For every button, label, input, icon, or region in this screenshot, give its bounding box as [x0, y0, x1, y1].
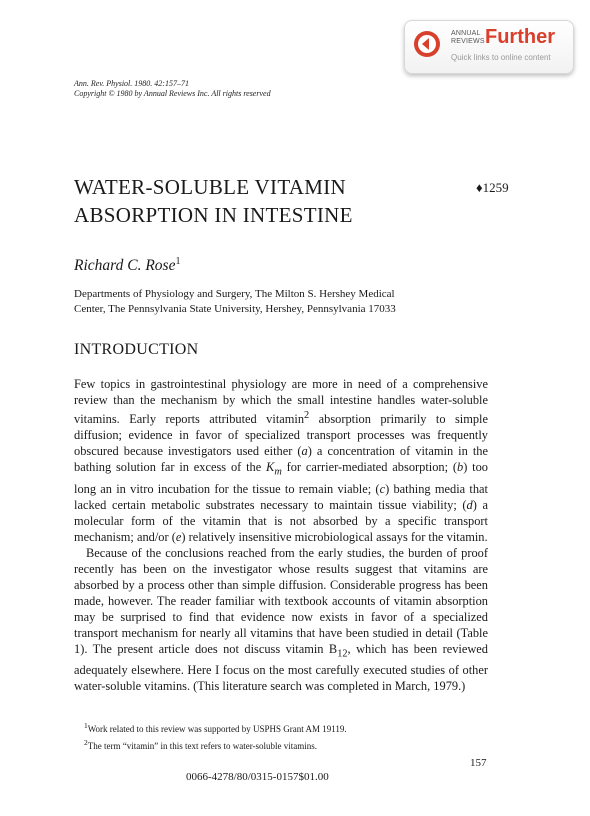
page-number: 157 — [470, 757, 487, 769]
article-title — [74, 173, 353, 229]
affiliation — [74, 287, 396, 317]
text-span: Because of the conclusions reached from the early studies, the burden of proof recently has been on the investigator whose results suggest that vitamins are absorbed by a process other than simple diffusion. Considerable progress has been made, however. The reader familiar with textbook accounts of vitamin absorption may be surprised to find that evidence now exists in favor of a specialized transport mechanism for nearly all vitamins that have been studied in detail (Table 1). The present article does not discuss vitamin B — [74, 545, 488, 656]
list-marker: d — [466, 497, 473, 512]
list-marker: a — [301, 444, 308, 459]
footnotes — [74, 719, 494, 753]
text-span: , which has been reviewed adequately elsewhere. Here I focus on the most carefully executed studies of other water-soluble vitamins. (This literature search was completed in March, 1979.) — [74, 641, 488, 694]
further-wordmark: Further — [485, 26, 555, 48]
text-span: ) too long an in vitro incubation for the tissue to remain viable; ( — [74, 460, 489, 496]
text-span: ) relatively insensitive microbiological assays for the vitamin. — [181, 529, 488, 544]
b12-subscript: 12 — [337, 648, 348, 660]
article-title-line-2: ABSORPTION IN INTESTINE — [74, 203, 353, 227]
citation-line-2: Copyright © 1980 by Annual Reviews Inc. All rights reserved — [74, 89, 271, 98]
list-marker: c — [379, 481, 386, 496]
paragraph-1 — [74, 376, 488, 545]
affiliation-line-1: Departments of Physiology and Surgery, The Milton S. Hershey Medical — [74, 288, 395, 300]
footnote-2-text: The term “vitamin” in this text refers to water-soluble vitamins. — [87, 741, 318, 751]
body-text — [74, 376, 488, 694]
further-annual-label: ANNUAL — [451, 30, 481, 37]
text-span: for carrier-mediated absorption; ( — [281, 460, 458, 475]
author-name: Richard C. Rose — [74, 257, 176, 275]
text-span: ) a concentration of vitamin in the bathing solution far in excess of the — [74, 444, 489, 475]
further-reviews-label: REVIEWS — [451, 38, 485, 45]
footnote-1 — [74, 719, 494, 736]
article-code: ♦1259 — [476, 180, 509, 195]
list-marker: e — [175, 529, 182, 544]
further-subtitle: Quick links to online content — [451, 53, 551, 62]
footnote-2 — [74, 736, 494, 753]
section-heading: INTRODUCTION — [74, 341, 199, 358]
further-badge[interactable] — [404, 20, 574, 74]
km-subscript: m — [274, 466, 282, 478]
citation-line-1: Ann. Rev. Physiol. 1980. 42:157–71 — [74, 79, 189, 88]
text-span: Few topics in gastrointestinal physiology are more in need of a comprehensive review than the mechanism by which the small intestine handles water-soluble vitamins. Early reports attributed vitamin — [74, 377, 488, 427]
list-marker: b — [457, 460, 464, 475]
arrow-circle-icon — [413, 30, 441, 58]
text-span: ) bathing media that lacked certain metabolic substrates necessary to maintain tissue viability; ( — [74, 481, 488, 512]
footnote-2-mark: 2 — [84, 738, 88, 747]
text-span: absorption primarily to simple diffusion; evidence in favor of specialized transport processes was frequently obscured because investigators used either ( — [74, 412, 488, 459]
km-symbol: K — [266, 460, 275, 475]
author — [74, 256, 180, 275]
paragraph-2 — [74, 545, 488, 694]
citation — [74, 79, 271, 99]
isbn-line: 0066-4278/80/0315-0157$01.00 — [186, 771, 329, 783]
text-span: ) a molecular form of the vitamin that is not absorbed by a specific transport mechanism; and/or ( — [74, 497, 488, 544]
affiliation-line-2: Center, The Pennsylvania State University, Hershey, Pennsylvania 17033 — [74, 303, 396, 315]
author-footnote-mark: 1 — [175, 256, 181, 267]
footnote-mark: 2 — [304, 410, 310, 421]
footnote-1-text: Work related to this review was supported by USPHS Grant AM 19119. — [87, 724, 347, 734]
article-title-line-1: WATER-SOLUBLE VITAMIN — [74, 175, 346, 199]
footnote-1-mark: 1 — [84, 721, 88, 730]
